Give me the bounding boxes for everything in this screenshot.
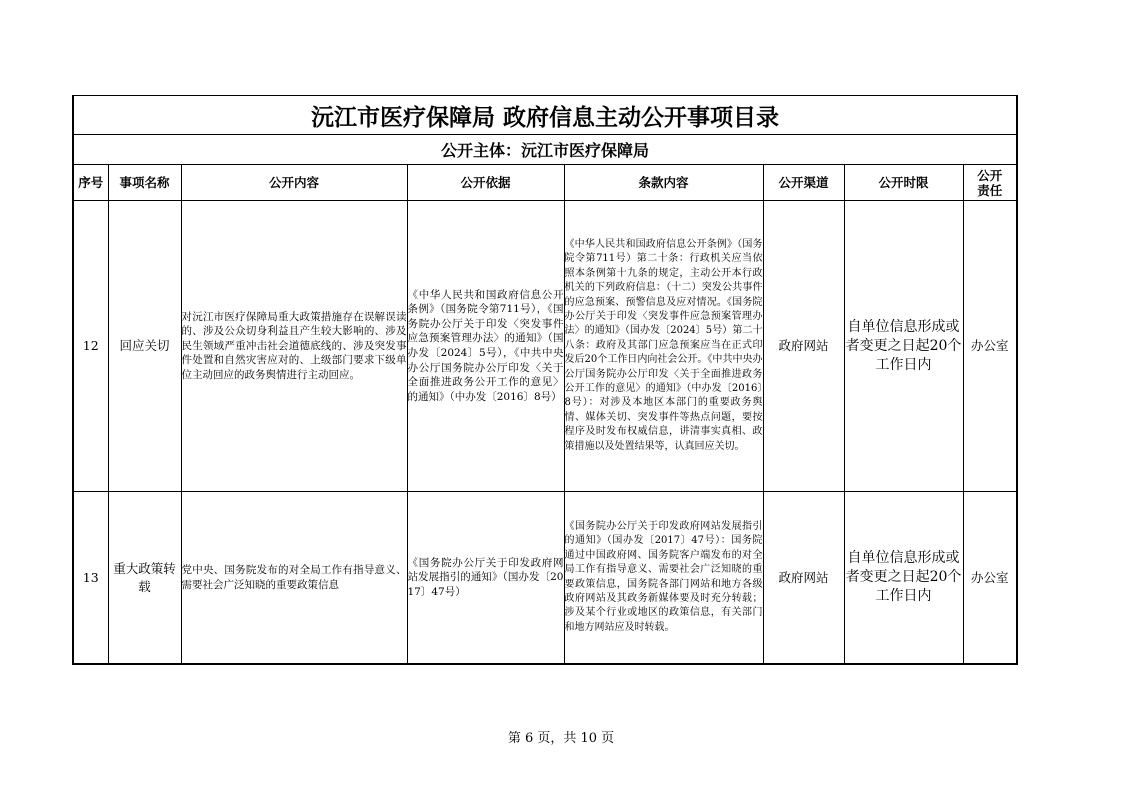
row-clause: 《国务院办公厅关于印发政府网站发展指引的通知》（国办发〔2017〕47号）：国务院通过中国政府网、国务院客户端发布的对全局工作有指导意义、需要社会广泛知晓的重要政策信息，国务院各部门网站和地方各级政府网站及其政务新媒体要及时充分转载；涉及某个行业或地区的政策信息，有关部门和地方网站应及时转载。 xyxy=(564,492,763,665)
row-name: 重大政策转载 xyxy=(108,492,181,665)
header-no: 序号 xyxy=(73,165,108,201)
header-channel: 公开渠道 xyxy=(763,165,844,201)
header-name: 事项名称 xyxy=(108,165,181,201)
header-responsible: 公开 责任 xyxy=(963,165,1017,201)
row-time-limit: 自单位信息形成或者变更之日起20个工作日内 xyxy=(844,201,963,492)
row-no: 12 xyxy=(73,201,108,492)
row-clause: 《中华人民共和国政府信息公开条例》（国务院令第711号）第二十条：行政机关应当依照本条例第十九条的规定，主动公开本行政机关的下列政府信息：（十二）突发公共事件的应急预案、预警信息及应对情况。《国务院办公厅关于印发〈突发事件应急预案管理办法〉的通知》（国办发〔2024〕5号）第二十八条：政府及其部门应急预案应当在正式印发后20个工作日内向社会公开。《中共中央办公厅国务院办公厅印发〈关于全面推进政务公开工作的意见〉的通知》（中办发〔2016〕8号）：对涉及本地区本部门的重要政务舆情、媒体关切、突发事件等热点问题，要按程序及时发布权威信息，讲清事实真相、政策措施以及处置结果等，认真回应关切。 xyxy=(564,201,763,492)
row-responsible: 办公室 xyxy=(963,492,1017,665)
row-content: 党中央、国务院发布的对全局工作有指导意义、需要社会广泛知晓的重要政策信息 xyxy=(181,492,407,665)
row-name: 回应关切 xyxy=(108,201,181,492)
row-basis: 《中华人民共和国政府信息公开条例》（国务院令第711号），《国务院办公厅关于印发〈突发事件应急预案管理办法〉的通知》（国办发〔2024〕5号），《中共中央办公厅国务院办公厅印发〈关于全面推进政务公开工作的意见〉的通知》（中办发〔2016〕8号） xyxy=(407,201,564,492)
header-time-limit: 公开时限 xyxy=(844,165,963,201)
header-content: 公开内容 xyxy=(181,165,407,201)
table-row xyxy=(73,492,1017,665)
row-responsible: 办公室 xyxy=(963,201,1017,492)
row-channel: 政府网站 xyxy=(763,492,844,665)
row-basis: 《国务院办公厅关于印发政府网站发展指引的通知》（国办发〔2017〕47号） xyxy=(407,492,564,665)
page-title: 沅江市医疗保障局 政府信息主动公开事项目录 xyxy=(73,96,1017,135)
row-no: 13 xyxy=(73,492,108,665)
row-content: 对沅江市医疗保障局重大政策措施存在误解误读的、涉及公众切身利益且产生较大影响的、涉及民生领域严重冲击社会道德底线的、涉及突发事件处置和自然灾害应对的、上级部门要求下级单位主动回应的政务舆情进行主动回应。 xyxy=(181,201,407,492)
header-basis: 公开依据 xyxy=(407,165,564,201)
row-time-limit: 自单位信息形成或者变更之日起20个工作日内 xyxy=(844,492,963,665)
page-number: 第 6 页，共 10 页 xyxy=(507,731,615,746)
table-header-row xyxy=(73,165,1017,201)
table-row xyxy=(73,201,1017,492)
publishing-subject: 公开主体：沅江市医疗保障局 xyxy=(73,135,1017,165)
catalog-table xyxy=(72,95,1018,665)
row-channel: 政府网站 xyxy=(763,201,844,492)
header-clause: 条款内容 xyxy=(564,165,763,201)
